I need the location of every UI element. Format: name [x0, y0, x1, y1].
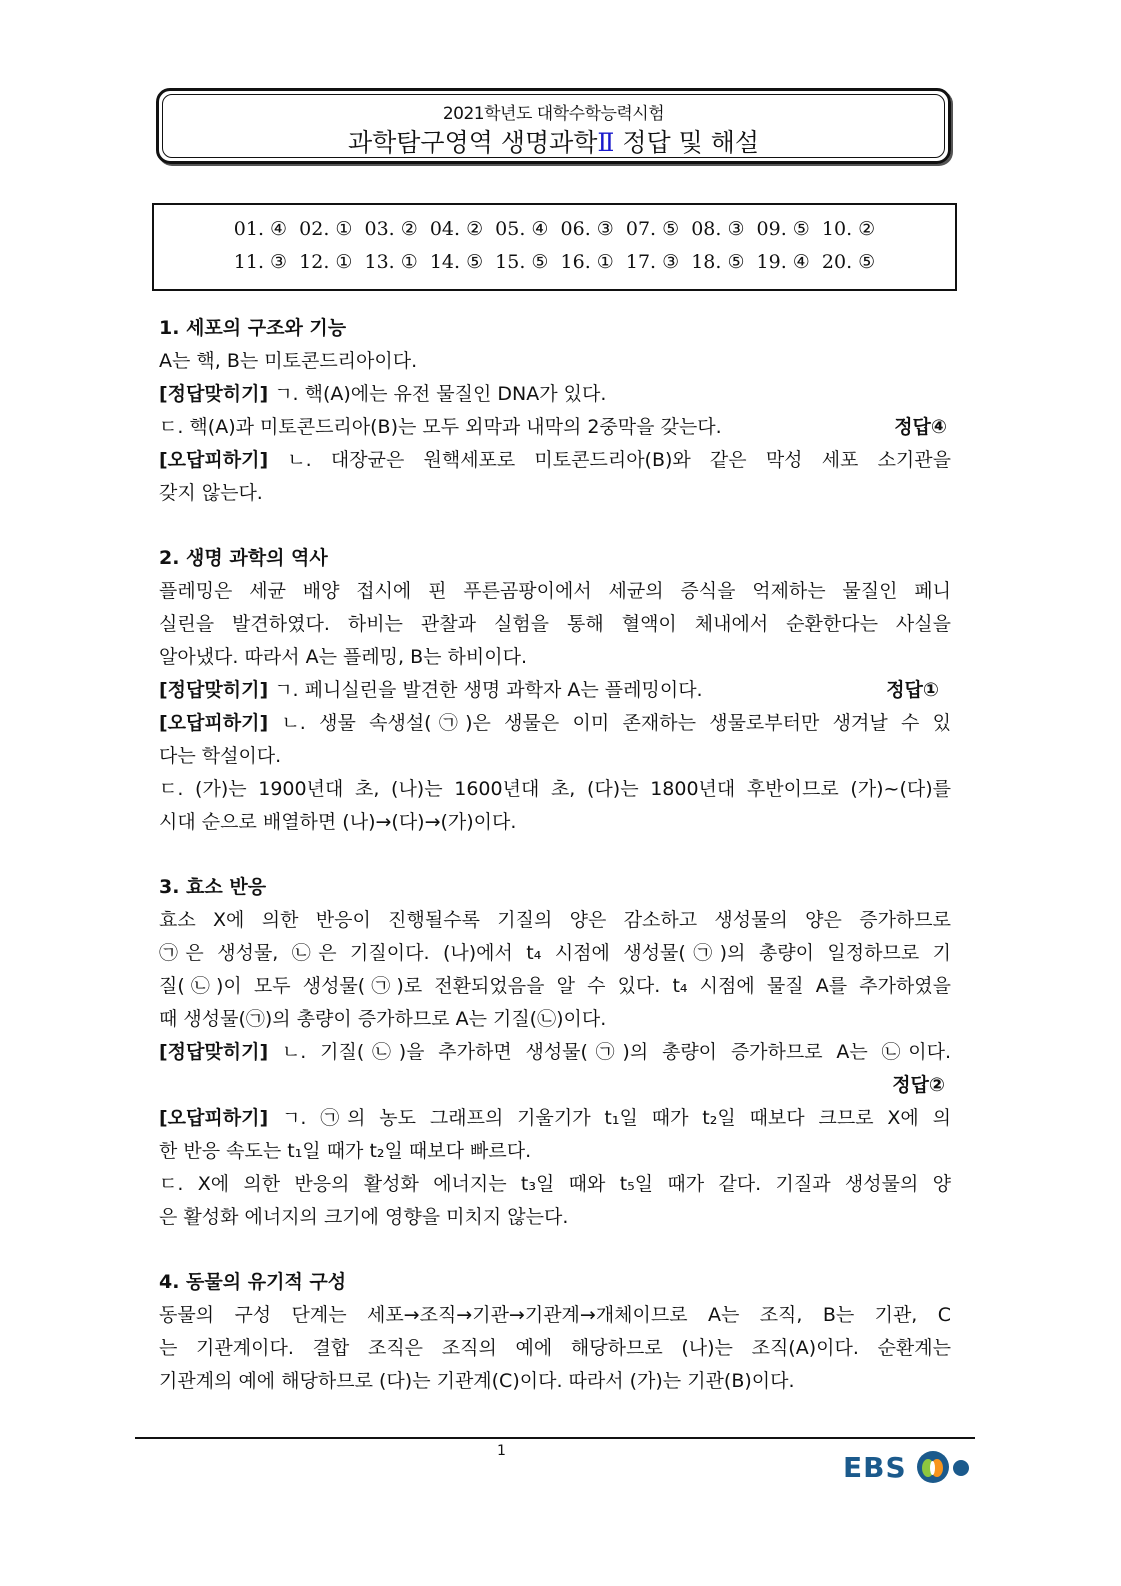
explanations	[159, 312, 951, 1430]
section-title: 4. 동물의 유기적 구성	[159, 1271, 347, 1293]
title-suffix: 정답 및 해설	[614, 128, 760, 157]
answer-item: 16. ①	[560, 251, 614, 273]
wrong-tag: [오답피하기]	[159, 449, 269, 471]
wrong-text: ㄴ. 생물 속생설(㉠)은 생물은 이미 존재하는 생물로부터만 생겨날 수 있	[281, 712, 951, 734]
document-title-box	[156, 88, 951, 164]
answer-item: 03. ②	[364, 218, 418, 240]
answer-key-box	[152, 203, 957, 291]
section-title: 2. 생명 과학의 역사	[159, 547, 328, 569]
section-intro-line: 질(㉡)이 모두 생성물(㉠)로 전환되었음을 알 수 있다. t₄ 시점에 물질 A를 추가하였을	[159, 975, 951, 997]
section-intro-line: 플레밍은 세균 배양 접시에 핀 푸른곰팡이에서 세균의 증식을 억제하는 물질인 페니	[159, 580, 951, 602]
section-2	[159, 542, 951, 839]
section-4	[159, 1266, 951, 1398]
wrong-tag: [오답피하기]	[159, 1107, 269, 1129]
correct-text: ㄴ. 기질(㉡)을 추가하면 생성물(㉠)의 총량이 증가하므로 A는 ㉡이다.	[281, 1041, 951, 1063]
answer-item: 13. ①	[364, 251, 418, 273]
correct-text: ㄷ. 핵(A)과 미토콘드리아(B)는 모두 외막과 내막의 2중막을 갖는다.	[159, 416, 722, 438]
correct-tag: [정답맞히기]	[159, 383, 269, 405]
correct-explanation-line	[159, 1036, 951, 1069]
section-title: 3. 효소 반응	[159, 876, 267, 898]
correct-explanation-line	[159, 411, 951, 444]
section-intro-line: 동물의 구성 단계는 세포→조직→기관→기관계→개체이므로 A는 조직, B는 기관, C	[159, 1304, 951, 1326]
answer-item: 20. ⑤	[821, 251, 876, 273]
wrong-explanation-line	[159, 1102, 951, 1135]
answer-item: 02. ①	[299, 218, 353, 240]
wrong-explanation-line: 갖지 않는다.	[159, 482, 263, 504]
ebs-logo-text: EBS	[843, 1450, 907, 1484]
section-intro-line: 기관계의 예에 해당하므로 (다)는 기관계(C)이다. 따라서 (가)는 기관(B)이다.	[159, 1370, 795, 1392]
wrong-explanation-line: 은 활성화 에너지의 크기에 영향을 미치지 않는다.	[159, 1206, 569, 1228]
section-intro-line: 알아냈다. 따라서 A는 플레밍, B는 하비이다.	[159, 646, 528, 668]
section-3	[159, 871, 951, 1234]
section-intro-line: 때 생성물(㉠)의 총량이 증가하므로 A는 기질(㉡)이다.	[159, 1008, 607, 1030]
answer-label: 정답④	[894, 416, 947, 438]
answer-item: 15. ⑤	[495, 251, 549, 273]
wrong-explanation-line: ㄷ. X에 의한 반응의 활성화 에너지는 t₃일 때와 t₅일 때가 같다. 기질과 생성물의 양	[159, 1173, 951, 1195]
answer-item: 17. ③	[625, 251, 680, 273]
section-intro-line: 는 기관계이다. 결합 조직은 조직의 예에 해당하므로 (나)는 조직(A)이다. 순환계는	[159, 1337, 951, 1359]
section-intro-line: ㉠은 생성물, ㉡은 기질이다. (나)에서 t₄ 시점에 생성물(㉠)의 총량이 일정하므로 기	[159, 942, 951, 964]
footer-divider	[135, 1437, 975, 1439]
title-roman-numeral: Ⅱ	[597, 128, 615, 157]
answer-label: 정답②	[892, 1074, 945, 1096]
wrong-explanation-line: 한 반응 속도는 t₁일 때가 t₂일 때보다 빠르다.	[159, 1140, 532, 1162]
answer-label: 정답①	[886, 679, 939, 701]
section-1	[159, 312, 951, 510]
answer-item: 14. ⑤	[429, 251, 484, 273]
answer-item: 01. ④	[233, 218, 288, 240]
exam-subtitle: 2021학년도 대학수학능력시험	[442, 104, 665, 124]
answer-item: 10. ②	[821, 218, 876, 240]
wrong-explanation-line: 다는 학설이다.	[159, 745, 282, 767]
answer-row-2	[154, 251, 955, 273]
page-number: 1	[497, 1443, 506, 1459]
answer-item: 06. ③	[560, 218, 614, 240]
answer-item: 09. ⑤	[756, 218, 810, 240]
answer-item: 12. ①	[299, 251, 353, 273]
section-intro-line: A는 핵, B는 미토콘드리아이다.	[159, 350, 418, 372]
document-title	[159, 123, 948, 159]
answer-item: 11. ③	[233, 251, 288, 273]
correct-explanation-line	[159, 674, 951, 707]
wrong-text: ㄱ. ㉠의 농도 그래프의 기울기가 t₁일 때가 t₂일 때보다 크므로 X에 의	[282, 1107, 952, 1129]
answer-item: 19. ④	[756, 251, 810, 273]
section-title: 1. 세포의 구조와 기능	[159, 317, 347, 339]
title-prefix: 과학탐구영역 생명과학	[347, 128, 598, 157]
answer-item: 08. ③	[691, 218, 745, 240]
ebs-logo	[843, 1449, 993, 1485]
correct-explanation-line	[159, 378, 951, 411]
section-intro-line: 실린을 발견하였다. 하비는 관찰과 실험을 통해 혈액이 체내에서 순환한다는 사실을	[159, 613, 951, 635]
wrong-text: ㄴ. 대장균은 원핵세포로 미토콘드리아(B)와 같은 막성 세포 소기관을	[287, 449, 951, 471]
answer-item: 07. ⑤	[625, 218, 680, 240]
wrong-tag: [오답피하기]	[159, 712, 269, 734]
correct-tag: [정답맞히기]	[159, 679, 269, 701]
wrong-explanation-line: ㄷ. (가)는 1900년대 초, (나)는 1600년대 초, (다)는 1800년대 후반이므로 (가)~(다)를	[159, 778, 951, 800]
ebs-logo-icon	[913, 1449, 993, 1485]
answer-row-1	[154, 218, 955, 240]
section-intro-line: 효소 X에 의한 반응이 진행될수록 기질의 양은 감소하고 생성물의 양은 증가하므로	[159, 909, 951, 931]
answer-item: 04. ②	[429, 218, 484, 240]
answer-item: 18. ⑤	[691, 251, 745, 273]
wrong-explanation-line: 시대 순으로 배열하면 (나)→(다)→(가)이다.	[159, 811, 517, 833]
answer-item: 05. ④	[495, 218, 549, 240]
correct-text: ㄱ. 핵(A)에는 유전 물질인 DNA가 있다.	[274, 383, 607, 405]
correct-tag: [정답맞히기]	[159, 1041, 269, 1063]
correct-text: ㄱ. 페니실린을 발견한 생명 과학자 A는 플레밍이다.	[274, 679, 703, 701]
wrong-explanation-line	[159, 707, 951, 740]
wrong-explanation-line	[159, 444, 951, 477]
